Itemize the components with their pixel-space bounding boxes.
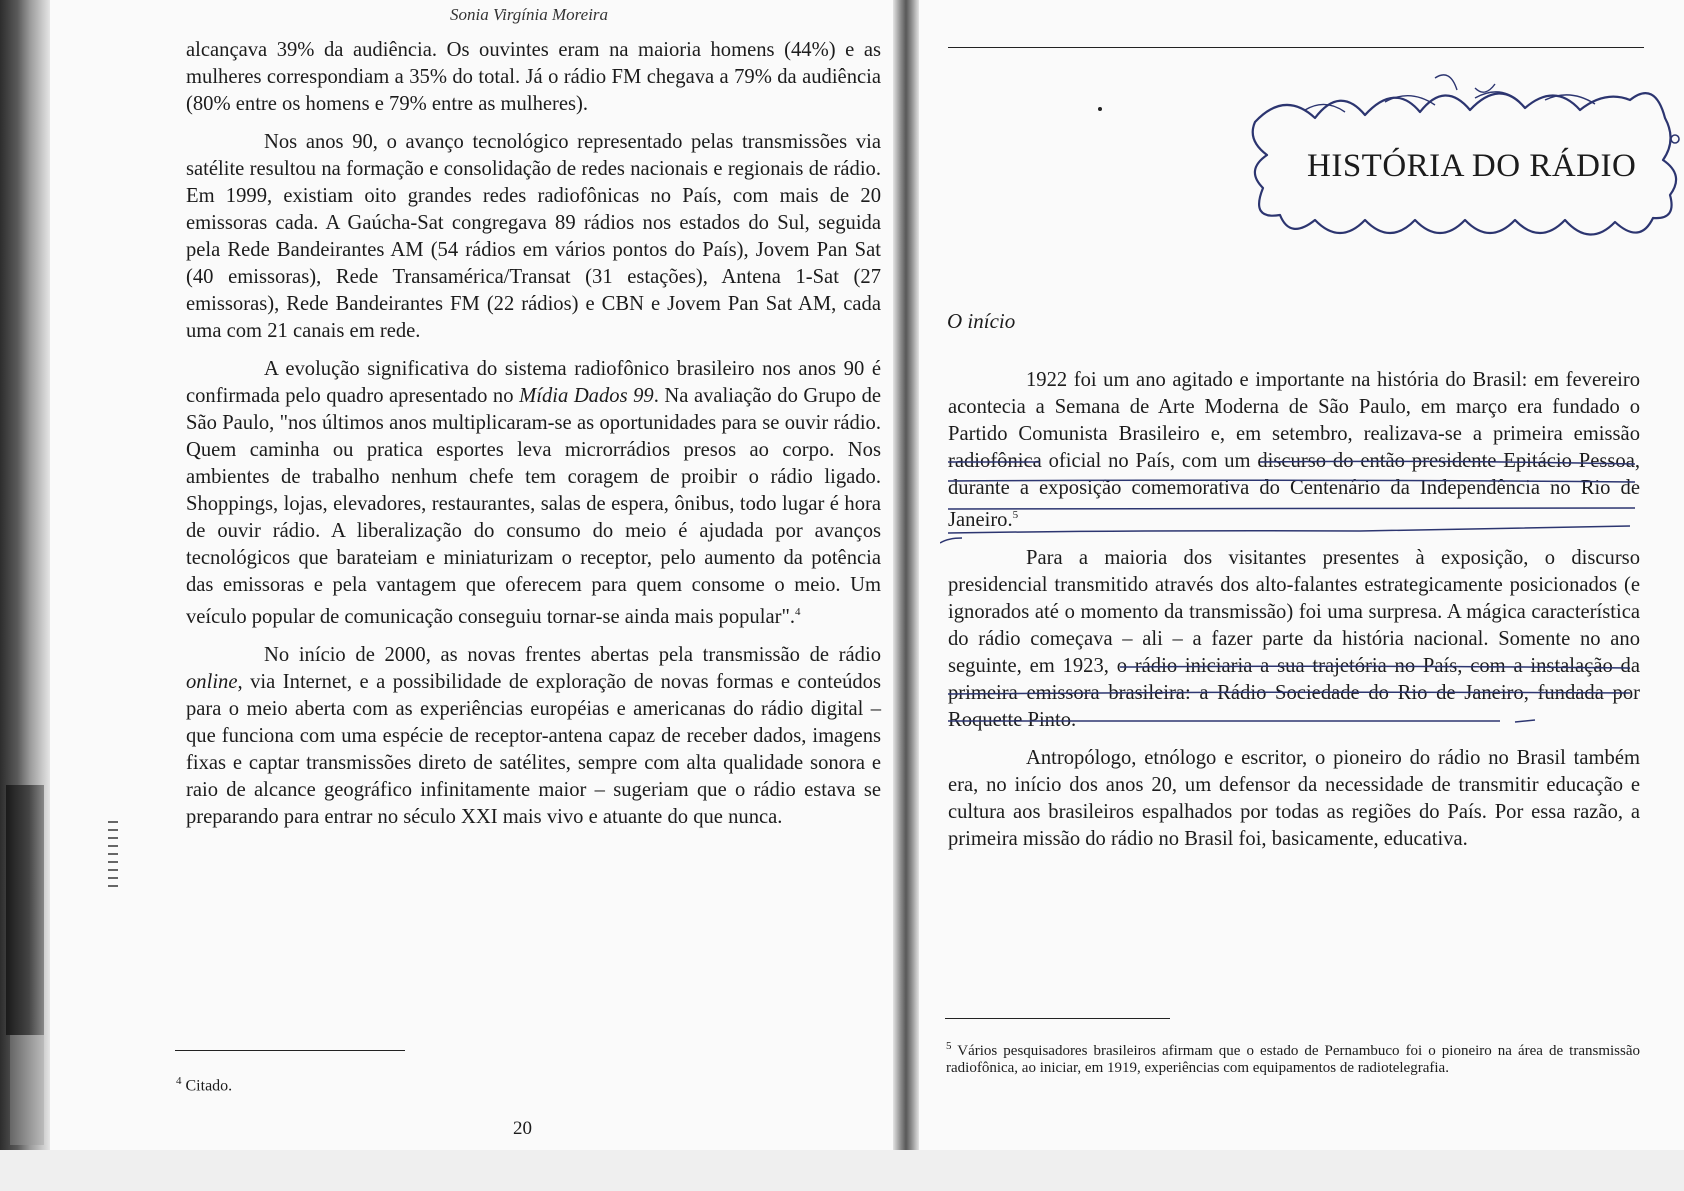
left-paragraph-4 [186,642,881,831]
left-paragraph-2: Nos anos 90, o avanço tecnológico representado pelas transmissões via satélite resultou na formação e consolidação de redes nacionais e regionais de rádio. Em 1999, existiam oito grandes redes radiofônicas no País, com mais de 20 emissoras cada. A Gaúcha-Sat congregava 89 rádios nos estados do Sul, seguida pela Rede Bandeirantes AM (54 rádios em vários pontos do País), Jovem Pan Sat (40 emissoras), Rede Transamérica/Transat (31 estações), Antena 1-Sat (27 emissoras), Rede Bandeirantes FM (22 rádios) e CBN e Jovem Pan Sat AM, cada uma com 21 canais em rede. [186,131,881,342]
left-footnote-text: Citado. [185,1077,233,1095]
left-footnote-number: 4 [176,1075,182,1087]
left-footnote [176,1073,232,1094]
scan-bottom-margin [0,1150,1684,1191]
right-footnote-text: Vários pesquisadores brasileiros afirmam que o estado de Pernambuco foi o pioneiro na área de transmissão radiofônica, ao iniciar, em 1919, experiências com equipamentos de radiotelegrafia. [946,1043,1640,1076]
left-footnote-rule [175,1050,405,1051]
book-gutter-shadow [893,0,919,1150]
left-paragraph-3-text-a: A evolução significativa do sistema radiofônico brasileiro nos anos 90 é confirmada pelo quadro apresentado no [186,358,881,407]
scan-binding-edge [0,0,50,1150]
right-paragraph-1-text: 1922 foi um ano agitado e importante na história do Brasil: em fevereiro acontecia a Semana de Arte Moderna de São Paulo, em março era fundado o Partido Comunista Brasileiro e, em setembro, realizava-se a primeira emissão radiofônica oficial no País, com um discurso do então presidente Epitácio Pessoa, durante a exposição comemorativa do Centenário da Independência no Rio de Janeiro. [948,369,1640,531]
publication-title: Mídia Dados 99 [519,385,654,407]
scan-tick-marks [104,815,124,975]
footnote-ref-4: 4 [795,606,801,618]
scan-light-band [10,1035,44,1145]
section-heading: O início [947,309,1016,333]
online-term: online [186,670,238,693]
chapter-top-rule [948,47,1644,48]
left-paragraph-4-text-a: No início de 2000, as novas frentes abertas pela transmissão de rádio [264,643,881,666]
left-page-body [186,37,881,831]
left-paragraph-4-text-b: , via Internet, e a possibilidade de exploração de novas formas e conteúdos para o meio aberta com as experiências européias e americanas do rádio digital – que funciona com uma espécie de receptor-antena capaz de receber dados, imagens fixas e captar transmissões direto de satélites, sempre com alta qualidade sonora e raio de alcance geográfico infinitamente maior – sugeriam que o rádio estava se preparando para entrar no século XXI mais vivo e atuante do que nunca. [186,670,881,828]
right-footnote-rule [945,1018,1170,1019]
running-head: Sonia Virgínia Moreira [450,5,609,24]
scan-dark-band [6,785,44,1035]
left-paragraph-1: alcançava 39% da audiência. Os ouvintes eram na maioria homens (44%) e as mulheres correspondiam a 35% do total. Já o rádio FM chegava a 79% da audiência (80% entre os homens e 79% entre as mulheres). [186,39,881,115]
left-paragraph-3-text-b: . Na avaliação do Grupo de São Paulo, "nos últimos anos multiplicaram-se as oportunidades para se ouvir rádio. Quem caminha ou pratica esportes leva microrrádios presos ao corpo. Nos ambientes de trabalho nenhum chefe tem coragem de proibir o rádio ligado. Shoppings, lojas, elevadores, restaurantes, salas de espera, ônibus, todo lugar é hora de ouvir rádio. A liberalização do consumo do meio é ajudada por avanços tecnológicos que barateiam e miniaturizam o receptor, pelo aumento da potência das emissoras e pela vantagem que oferecem para quem consome o meio. Um veículo popular de comunicação conseguiu tornar-se ainda mais popular". [186,385,882,628]
ink-dot [1098,107,1102,111]
left-paragraph-3 [186,356,881,631]
right-paragraph-2: Para a maioria dos visitantes presentes à exposição, o discurso presidencial transmitido através dos alto-falantes estrategicamente posicionados (e ignorados até o momento da transmissão) foi uma surpresa. A mágica característica do rádio começava – ali – a fazer parte da história nacional. Somente no ano seguinte, em 1923, o rádio iniciaria a sua trajetória no País, com a instalação da primeira emissora brasileira: a Rádio Sociedade do Rio de Janeiro, fundada por Roquette Pinto. [948,546,1640,731]
footnote-ref-5: 5 [1012,509,1019,521]
right-paragraph-1 [948,367,1640,534]
right-footnote [946,1038,1640,1077]
chapter-title: HISTÓRIA DO RÁDIO [1307,148,1637,184]
right-paragraph-3: Antropólogo, etnólogo e escritor, o pioneiro do rádio no Brasil também era, no início dos anos 20, um defensor da necessidade de transmitir educação e cultura aos brasileiros espalhados por todas as regiões do País. Por essa razão, a primeira missão do rádio no Brasil foi, basicamente, educativa. [948,746,1640,850]
page-number: 20 [513,1118,532,1139]
right-footnote-number: 5 [946,1040,952,1052]
right-page-body [948,367,1640,853]
